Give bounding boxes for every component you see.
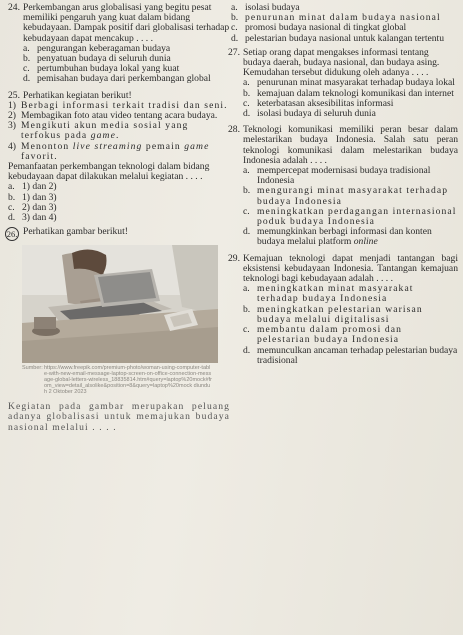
left-column — [8, 3, 230, 433]
question-number: 27. — [228, 46, 240, 58]
option-list — [243, 284, 458, 366]
option-c: c. pertumbuhan budaya lokal yang kuat — [23, 63, 180, 75]
option-list — [8, 182, 230, 223]
statement-list — [8, 101, 230, 162]
question-text: Perhatikan gambar berikut! — [23, 226, 128, 238]
question-number: 29. — [228, 252, 240, 264]
option-b: b. 1) dan 3) — [8, 191, 57, 203]
question-24 — [8, 3, 230, 85]
option-d: d. isolasi budaya di seluruh dunia — [243, 108, 376, 120]
statement-2: 2) Membagikan foto atau video tentang acara budaya. — [8, 110, 218, 122]
photo-laptop-woman — [22, 245, 218, 363]
question-27 — [228, 48, 458, 119]
question-text: Perkembangan arus globalisasi yang begitu pesat memiliki pengaruh yang kuat dalam bidang kebudayaan. Dampak positif dari globalisasi terhadap kebudayaan dapat mencakup . . . . — [23, 2, 230, 44]
option-d: d. 3) dan 4) — [8, 212, 57, 224]
option-a: a. 1) dan 2) — [8, 181, 57, 193]
option-b: b. penurunan minat dalam budaya nasional — [231, 12, 441, 24]
option-b: b. meningkatkan pelestarian warisan budaya melalui digitalisasi — [243, 303, 423, 325]
option-d: d. pemisahan budaya dari perkembangan global — [23, 73, 211, 85]
option-c: c. 2) dan 3) — [8, 201, 57, 213]
question-number: 24. — [8, 2, 20, 13]
image-caption — [22, 365, 212, 395]
option-a: a. isolasi budaya — [231, 2, 300, 13]
question-29 — [228, 254, 458, 366]
statement-4: 4) Menonton live streaming pemain game favorit. — [8, 140, 210, 162]
question-25 — [8, 91, 230, 224]
question-number: 28. — [228, 124, 240, 136]
option-b: b. kemajuan dalam teknologi komunikasi dan internet — [243, 87, 454, 99]
statement-3: 3) Mengikuti akun media sosial yang terfokus pada game. — [8, 120, 189, 142]
option-d: d. memunculkan ancaman terhadap pelestarian budaya tradisional — [243, 344, 458, 366]
caption-label: Sumber: — [22, 365, 43, 372]
question-text: Kemajuan teknologi dapat menjadi tantangan bagi eksistensi kebudayaan Indonesia. Tantangan kemajuan teknologi bagi kebudayaan adalah . . . . — [243, 252, 458, 285]
caption-source: https://www.freepik.com/premium-photo/woman-using-computer-table-with-new-email-message-laptop-screen-on-office-connection-message-global-letters-wireless_18835814.htm#query=laptop%20mock#from_view=detail_alsolike&position=8&query=laptop%20mock diunduh 2 Oktober 2023 — [44, 365, 212, 396]
question-26 — [8, 227, 230, 433]
statement-1: 1) Berbagi informasi terkait tradisi dan seni. — [8, 99, 228, 111]
question-number: 26. — [6, 229, 18, 240]
question-number: 25. — [8, 89, 20, 101]
question-28 — [228, 125, 458, 247]
option-list — [23, 44, 230, 85]
option-a: a. meningkatkan minat masyarakat terhadap budaya Indonesia — [243, 283, 414, 305]
option-list-q24-continued — [231, 3, 458, 44]
option-c: c. keterbatasan aksesibilitas informasi — [243, 97, 394, 109]
option-d: d. memungkinkan berbagi informasi dan konten budaya melalui platform online — [243, 226, 432, 248]
question-followup: Pemanfaatan perkembangan teknologi dalam bidang kebudayaan dapat dilakukan melalui kegiatan . . . . — [8, 161, 210, 183]
option-a: a. penurunan minat masyarakat terhadap budaya lokal — [243, 77, 455, 89]
option-b: b. penyatuan budaya di seluruh dunia — [23, 53, 171, 65]
option-c: c. promosi budaya nasional di tingkat global — [231, 22, 407, 34]
option-b: b. mengurangi minat masyarakat terhadap budaya Indonesia — [243, 185, 449, 207]
option-list — [243, 78, 458, 119]
question-text: Teknologi komunikasi memiliki peran besar dalam melestarikan budaya Indonesia. Salah satu peran teknologi komunikasi dalam melestarikan budaya Indonesia adalah . . . . — [243, 124, 458, 166]
option-a: a. mempercepat modernisasi budaya tradisional Indonesia — [243, 165, 431, 187]
option-d: d. pelestarian budaya nasional untuk kalangan tertentu — [231, 32, 445, 44]
laptop-photo-illustration — [22, 245, 218, 363]
right-column — [228, 3, 458, 366]
question-followup: Kegiatan pada gambar merupakan peluang adanya globalisasi untuk memajukan budaya nasional melalui . . . . — [8, 401, 230, 433]
question-text: Setiap orang dapat mengakses informasi tentang budaya daerah, budaya nasional, dan budaya asing. Kemudahan tersebut didukung oleh adanya . . . . — [243, 46, 440, 79]
option-list — [243, 166, 458, 248]
option-c: c. membantu dalam promosi dan pelestarian budaya Indonesia — [243, 324, 403, 346]
option-a: a. pengurangan keberagaman budaya — [23, 42, 171, 54]
option-c: c. meningkatkan perdagangan internasional poduk budaya Indonesia — [243, 205, 457, 228]
question-text: Perhatikan kegiatan berikut! — [23, 89, 132, 101]
